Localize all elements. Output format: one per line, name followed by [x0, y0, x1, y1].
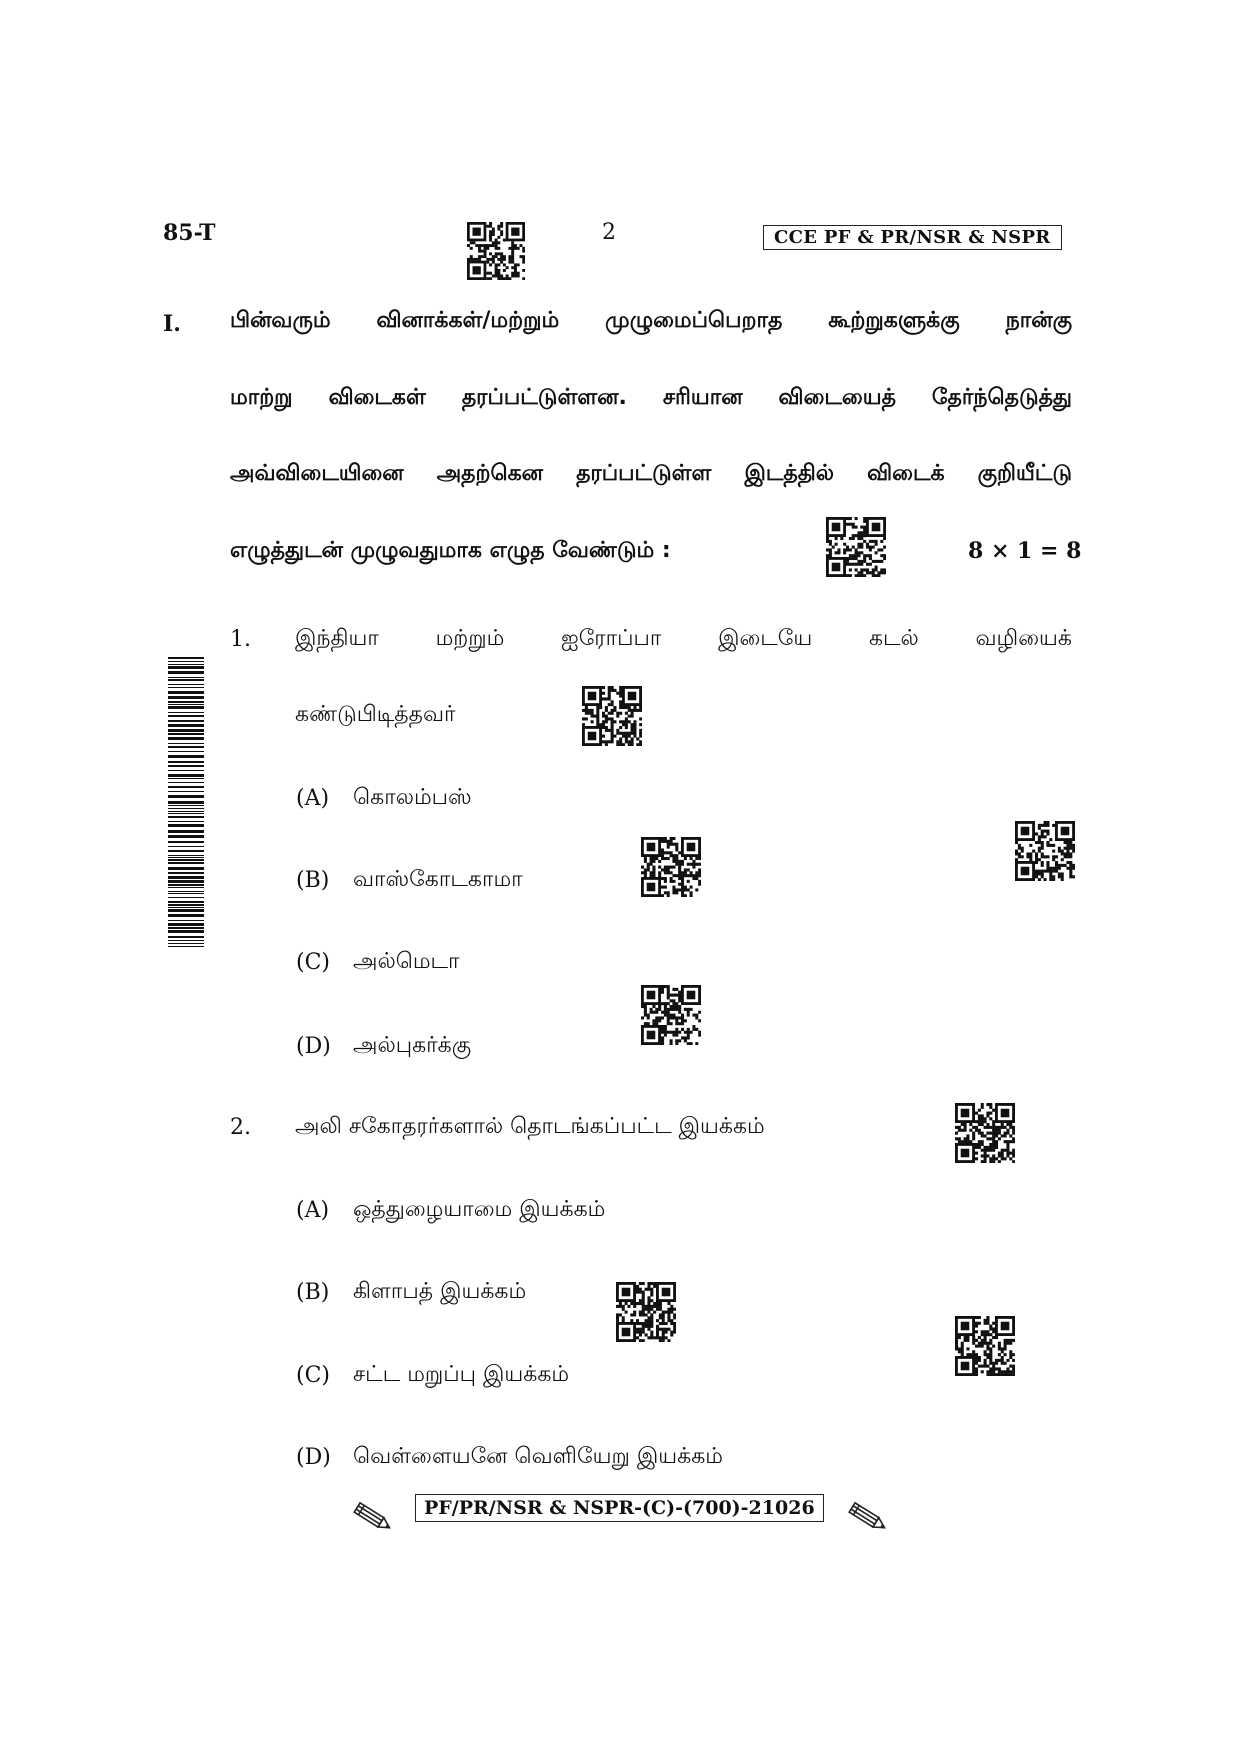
option-letter: (D): [296, 1034, 331, 1059]
question-number: 1.: [230, 627, 251, 652]
qr-code-icon: [955, 1103, 1015, 1163]
question-word: மற்றும்: [435, 626, 505, 651]
footer-code: PF/PR/NSR & NSPR-(C)-(700)-21026: [415, 1494, 824, 1522]
question-word: கடல்: [868, 626, 919, 651]
option-letter: (D): [296, 1445, 331, 1470]
qr-code-icon: [1015, 821, 1075, 881]
option-text: அல்புகர்க்கு: [353, 1033, 472, 1058]
section-number: I.: [163, 311, 181, 337]
paper-code: 85-T: [163, 220, 216, 246]
option-letter: (A): [296, 1198, 330, 1223]
option-letter: (B): [296, 868, 330, 893]
option-text: கிளாபத் இயக்கம்: [353, 1279, 527, 1304]
pencil-icon: [350, 1500, 396, 1536]
question-word: இந்தியா: [295, 626, 379, 651]
option-letter: (B): [296, 1280, 330, 1305]
instruction-line-2: மாற்று விடைகள் தரப்பட்டுள்ளன. சரியான விடையைத் தேர்ந்தெடுத்து: [230, 385, 1072, 410]
option-text: வெள்ளையனே வெளியேறு இயக்கம்: [353, 1444, 723, 1469]
option-letter: (C): [296, 1363, 330, 1388]
option-letter: (C): [296, 950, 330, 975]
barcode-icon: [168, 657, 204, 947]
exam-label: CCE PF & PR/NSR & NSPR: [763, 225, 1062, 250]
qr-code-icon: [616, 1282, 676, 1342]
qr-code-icon: [641, 837, 701, 897]
option-text: ஒத்துழையாமை இயக்கம்: [353, 1197, 606, 1222]
qr-code-icon: [582, 686, 642, 746]
marks-allocation: 8 × 1 = 8: [968, 538, 1082, 564]
instruction-line-3: அவ்விடையினை அதற்கென தரப்பட்டுள்ள இடத்தில் விடைக் குறியீட்டு: [230, 461, 1072, 486]
page-number: 2: [602, 220, 616, 245]
option-text: அல்மெடா: [353, 949, 460, 974]
question-word: வழியைக்: [975, 626, 1072, 651]
qr-code-icon: [826, 517, 886, 577]
qr-code-icon: [641, 985, 701, 1045]
question-text-line-1: [295, 626, 1072, 654]
instruction-line-4: எழுத்துடன் முழுவதுமாக எழுத வேண்டும் :: [230, 538, 671, 563]
question-word: ஐரோப்பா: [561, 626, 662, 651]
option-text: வாஸ்கோடகாமா: [353, 867, 523, 892]
question-number: 2.: [230, 1115, 251, 1140]
question-text-line-2: கண்டுபிடித்தவர்: [295, 702, 456, 727]
option-text: கொலம்பஸ்: [353, 785, 472, 810]
question-text: அலி சகோதரர்களால் தொடங்கப்பட்ட இயக்கம்: [295, 1114, 765, 1139]
qr-code-icon: [955, 1316, 1015, 1376]
option-letter: (A): [296, 786, 330, 811]
pencil-icon: [845, 1500, 891, 1536]
qr-code-icon: [467, 222, 525, 280]
instruction-line-1: பின்வரும் வினாக்கள்/மற்றும் முழுமைப்பெறாத கூற்றுகளுக்கு நான்கு: [230, 308, 1072, 333]
question-word: இடையே: [718, 626, 813, 651]
option-text: சட்ட மறுப்பு இயக்கம்: [353, 1362, 570, 1387]
